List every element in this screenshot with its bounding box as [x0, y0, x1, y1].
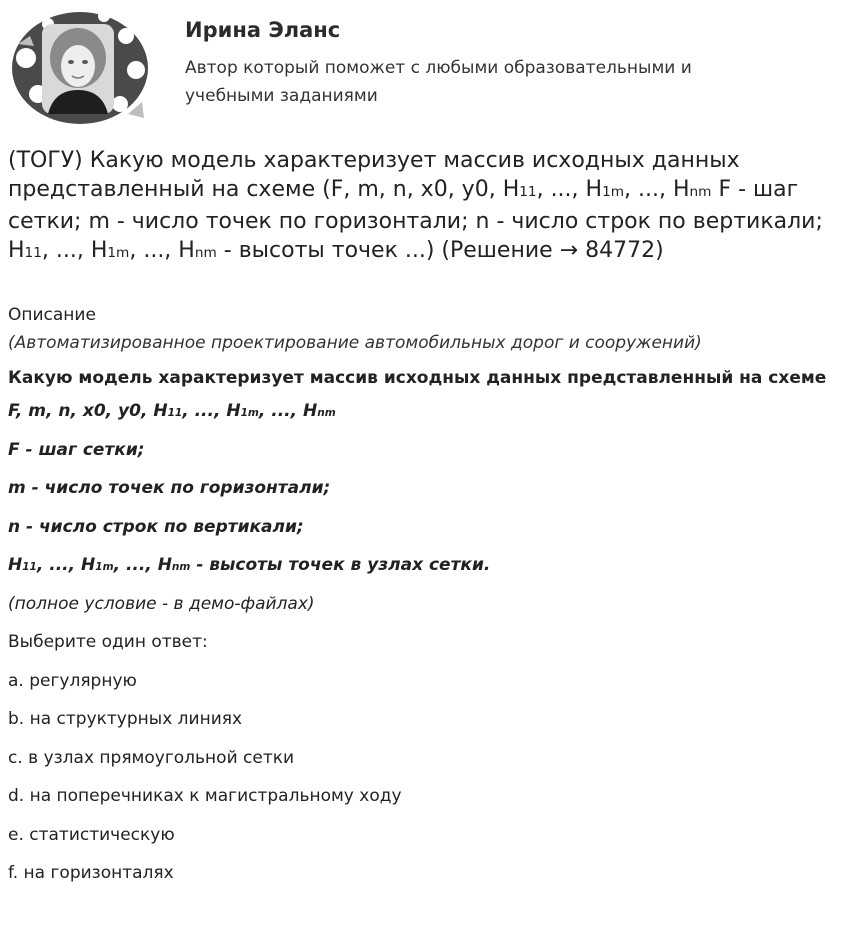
- subject-line: (Автоматизированное проектирование автомобильных дорог и сооружений): [8, 333, 702, 353]
- formula-text: , ..., H: [182, 401, 241, 421]
- subscript: 1m: [602, 184, 625, 200]
- subscript: nm: [194, 245, 217, 261]
- title-text: , ..., H: [624, 177, 690, 202]
- subscript: 11: [167, 407, 183, 419]
- formula-text: H: [8, 555, 23, 575]
- h-definition: [8, 546, 838, 585]
- subscript: 11: [24, 245, 42, 261]
- formula-text: , ..., H: [113, 555, 172, 575]
- task-content: [8, 303, 838, 893]
- answer-option[interactable]: d. на поперечниках к магистральному ходу: [8, 786, 402, 806]
- formula-text: F, m, n, x0, y0, H: [8, 401, 168, 421]
- author-description: Автор который поможет с любыми образовательными и учебными заданиями: [185, 58, 692, 106]
- condition-note: (полное условие - в демо-файлах): [8, 593, 315, 614]
- answer-option[interactable]: b. на структурных линиях: [8, 709, 243, 729]
- description-label: Описание: [8, 305, 96, 325]
- answer-prompt: Выберите один ответ:: [8, 632, 208, 652]
- n-definition: n - число строк по вертикали;: [8, 516, 304, 537]
- m-definition: m - число точек по горизонтали;: [8, 478, 331, 498]
- author-name[interactable]: Ирина Эланс: [185, 18, 341, 42]
- formula-text: , ..., H: [258, 401, 318, 421]
- formula-line: [8, 392, 838, 431]
- subscript: 11: [519, 184, 537, 200]
- subscript: 1m: [240, 407, 259, 419]
- subscript: 1m: [95, 561, 114, 573]
- subscript: nm: [171, 561, 191, 573]
- subscript: 11: [22, 561, 37, 573]
- author-avatar: [8, 6, 154, 128]
- title-text: - высоты точек ...) (Решение → 84772): [216, 238, 664, 263]
- author-card: [8, 6, 838, 128]
- title-text: (ТОГУ) Какую модель характеризует массив исходных данных представленный на схеме (F, m, n, x0, y0, H: [8, 148, 740, 202]
- title-text: , ..., H: [41, 238, 108, 263]
- subscript: 1m: [107, 245, 130, 261]
- question-heading: Какую модель характеризует массив исходных данных представленный на схеме: [8, 368, 827, 388]
- page-title: [8, 146, 828, 268]
- subscript: nm: [689, 184, 712, 200]
- title-text: F - шаг сетки; m - число точек по горизонтали; n - число строк по вертикали; H: [8, 177, 823, 263]
- answer-option[interactable]: f. на горизонталях: [8, 863, 174, 883]
- answer-options: [8, 662, 838, 893]
- answer-option[interactable]: a. регулярную: [8, 670, 137, 691]
- formula-text: , ..., H: [36, 555, 96, 575]
- answer-option[interactable]: c. в узлах прямоугольной сетки: [8, 747, 295, 768]
- title-text: , ..., H: [536, 177, 603, 202]
- answer-option[interactable]: e. статистическую: [8, 824, 175, 845]
- formula-text: - высоты точек в узлах сетки.: [190, 555, 491, 575]
- subscript: nm: [317, 407, 336, 419]
- title-text: , ..., H: [129, 238, 195, 263]
- f-definition: F - шаг сетки;: [8, 439, 145, 460]
